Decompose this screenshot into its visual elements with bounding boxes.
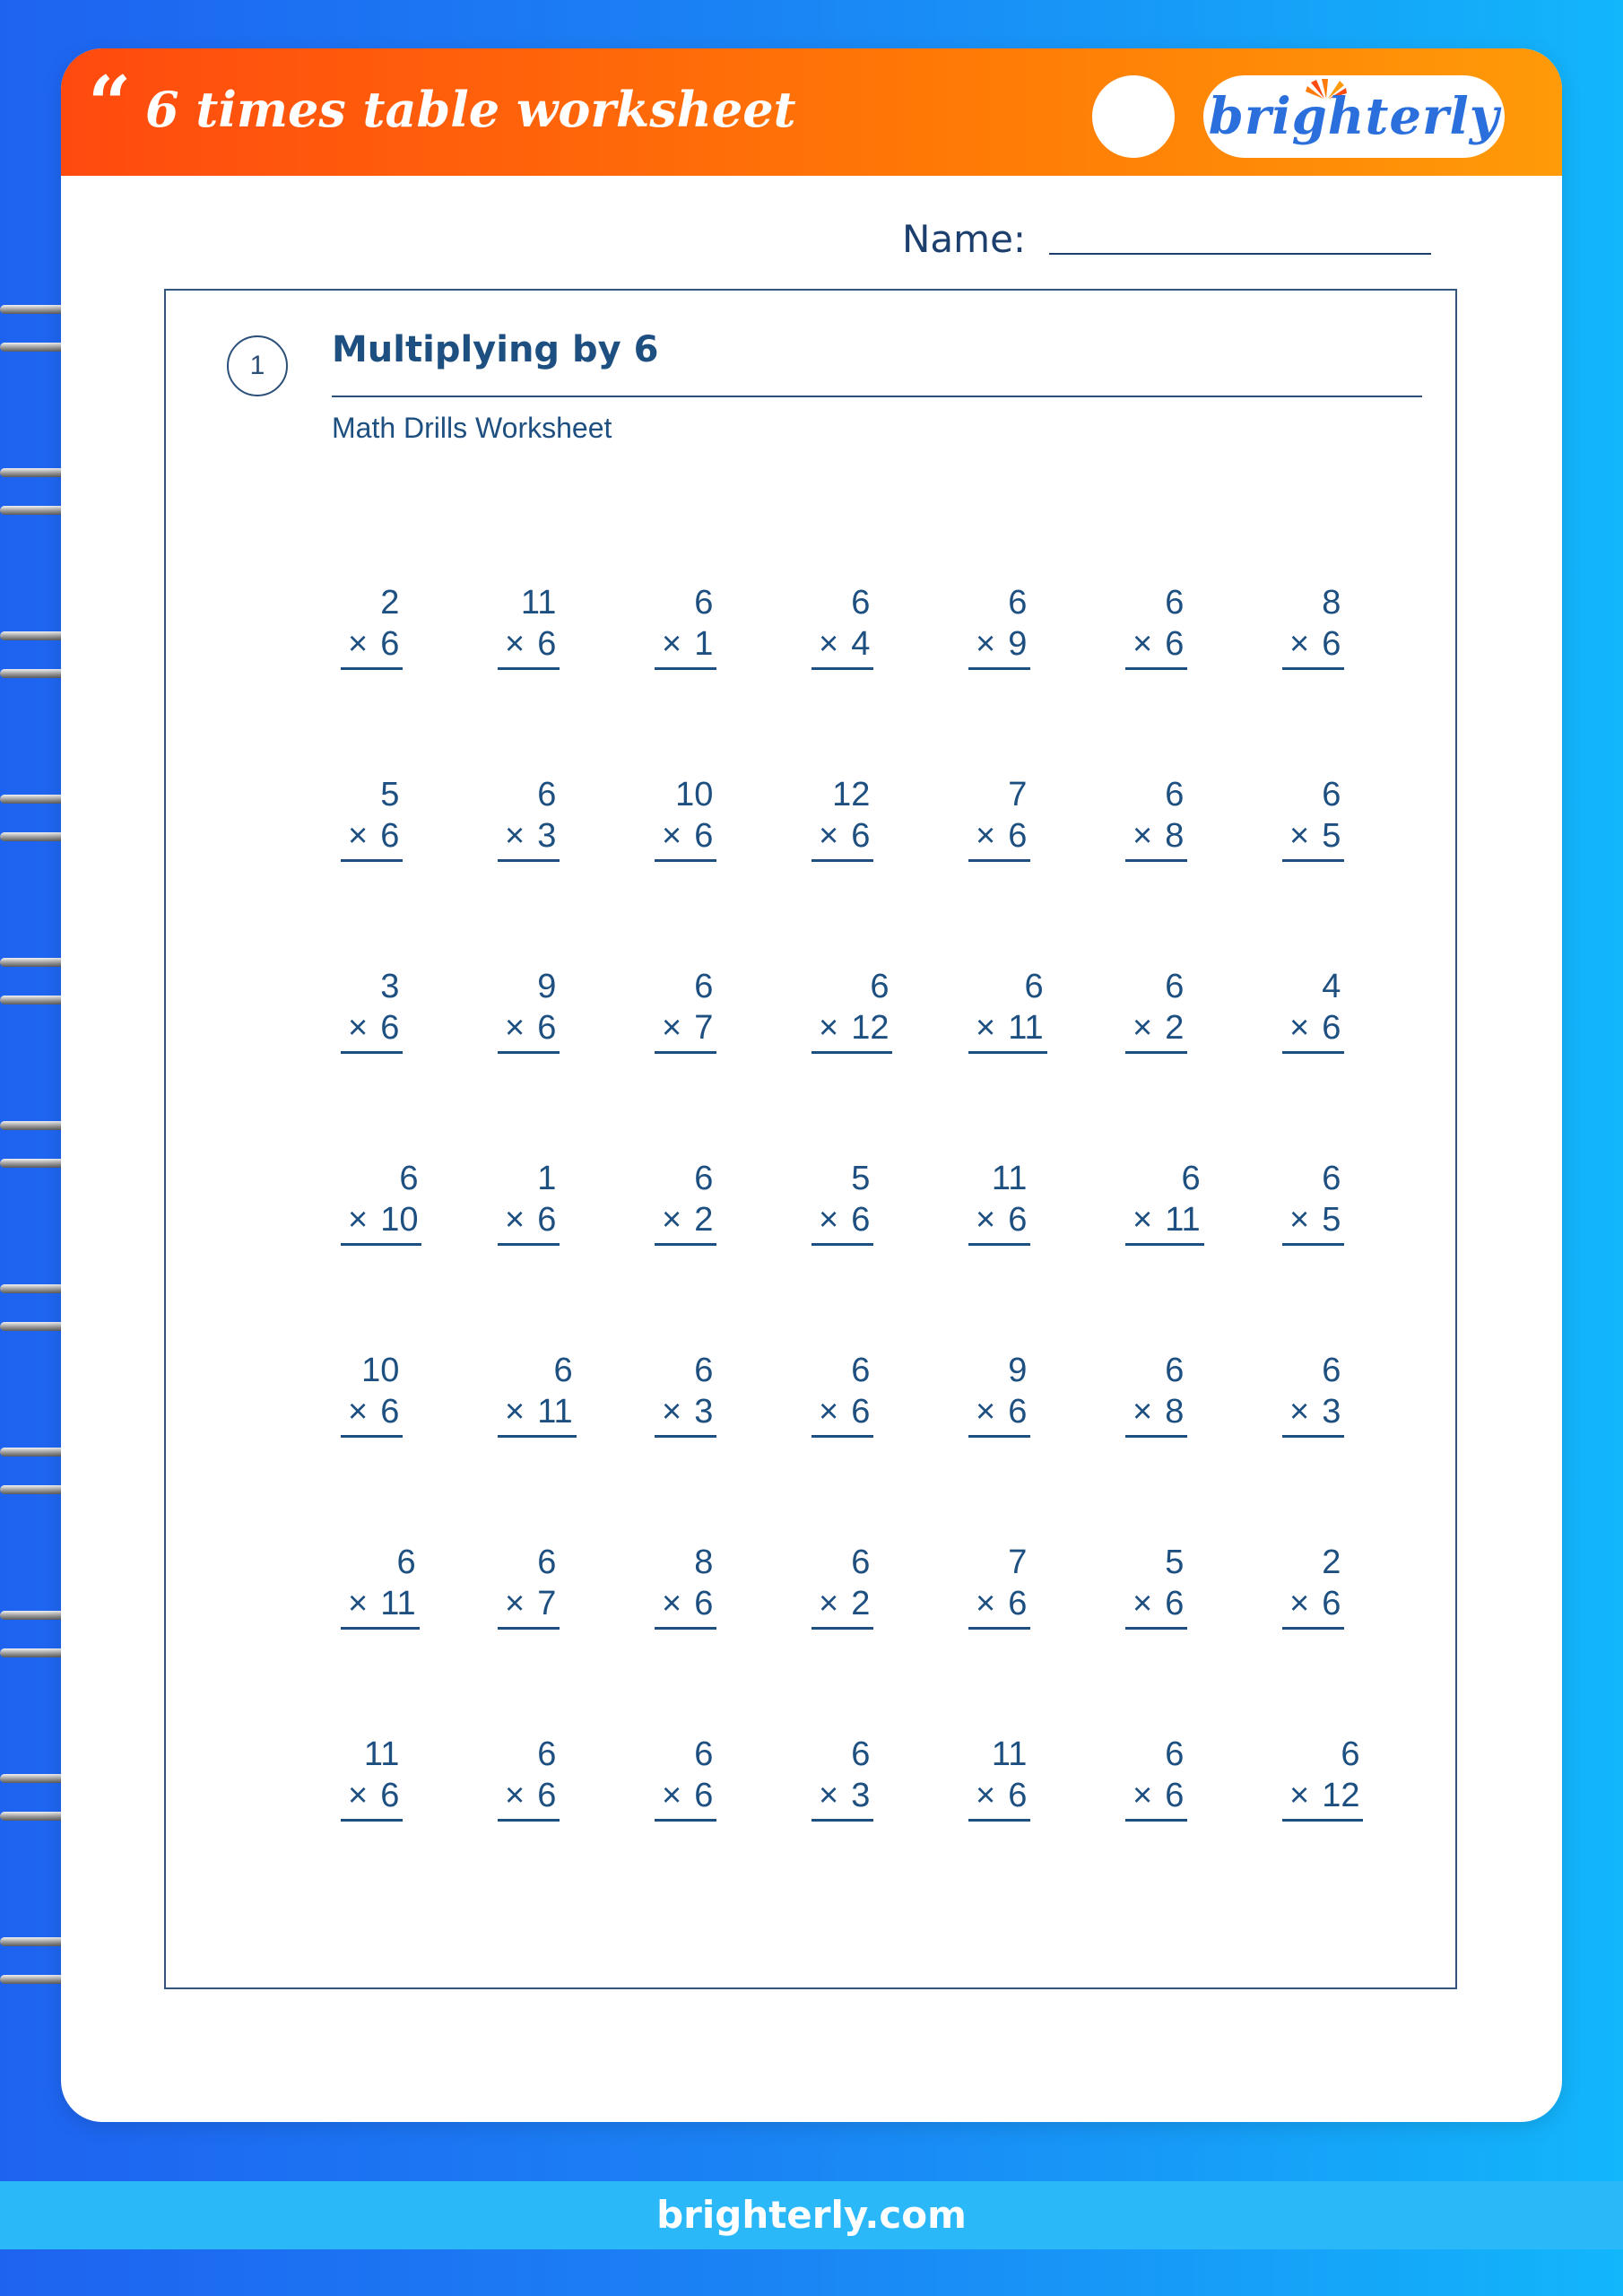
- problem-multiplier: 6: [1008, 1201, 1028, 1239]
- multiplication-problem: [655, 1158, 716, 1246]
- times-sign: ×: [505, 1009, 525, 1047]
- brighterly-logo: [1203, 75, 1505, 158]
- problem-multiplicand: 6: [870, 968, 890, 1005]
- problem-multiplier-row: [341, 1199, 421, 1246]
- problem-multiplier-row: [498, 1391, 577, 1438]
- times-sign: ×: [976, 1393, 996, 1431]
- times-sign: ×: [662, 625, 682, 663]
- times-sign: ×: [819, 1585, 839, 1622]
- problem-multiplier-row: [655, 1775, 716, 1822]
- problem-multiplicand: 6: [537, 1735, 557, 1773]
- multiplication-problem: [1125, 774, 1187, 862]
- problem-multiplier: 6: [1165, 1585, 1185, 1622]
- multiplication-problem: [655, 774, 716, 862]
- multiplication-problem: [968, 1542, 1030, 1630]
- problem-multiplier-row: [1282, 623, 1344, 670]
- multiplication-problem: [1125, 1734, 1187, 1822]
- multiplication-problem: [655, 966, 716, 1054]
- times-sign: ×: [348, 1009, 369, 1047]
- times-sign: ×: [976, 1777, 996, 1814]
- quote-mark-icon: “: [88, 59, 132, 148]
- multiplication-problem: [1125, 582, 1187, 670]
- problem-multiplier-row: [655, 623, 716, 670]
- problem-multiplier-row: [1282, 1775, 1363, 1822]
- problem-multiplicand: 6: [851, 1544, 871, 1581]
- times-sign: ×: [505, 1201, 525, 1239]
- times-sign: ×: [1133, 1009, 1153, 1047]
- problem-multiplier-row: [1125, 815, 1187, 862]
- times-sign: ×: [505, 625, 525, 663]
- problem-multiplier-row: [1125, 1199, 1204, 1246]
- problem-multiplier-row: [498, 1199, 560, 1246]
- problem-multiplicand: 4: [1322, 968, 1341, 1005]
- multiplication-problem: [812, 1350, 873, 1438]
- problem-multiplier-row: [498, 815, 560, 862]
- problem-multiplier-row: [1125, 623, 1187, 670]
- times-sign: ×: [1289, 1393, 1310, 1431]
- multiplication-problem: [812, 1542, 873, 1630]
- problem-multiplier: 6: [1322, 1585, 1341, 1622]
- problem-multiplicand: 6: [851, 1352, 871, 1389]
- problem-multiplier: 6: [1165, 1777, 1185, 1814]
- problem-multiplier-row: [341, 1007, 403, 1054]
- section-title: Multiplying by 6: [332, 329, 659, 370]
- times-sign: ×: [662, 1777, 682, 1814]
- problem-multiplier: 6: [694, 1777, 714, 1814]
- problem-multiplier: 6: [1008, 817, 1028, 855]
- problem-multiplicand: 6: [1341, 1735, 1360, 1773]
- problem-multiplicand: 6: [851, 1735, 871, 1773]
- problem-multiplicand: 6: [694, 1352, 714, 1389]
- problem-multiplier-row: [968, 623, 1030, 670]
- problem-multiplier-row: [341, 1391, 403, 1438]
- problem-multiplier-row: [968, 1007, 1047, 1054]
- problem-multiplicand: 6: [537, 1544, 557, 1581]
- problem-multiplier: 7: [537, 1585, 557, 1622]
- problem-multiplier: 11: [1165, 1201, 1201, 1239]
- multiplication-problem: [498, 1734, 560, 1822]
- problem-multiplicand: 6: [537, 776, 557, 813]
- multiplication-problem: [1282, 1542, 1344, 1630]
- name-input-line[interactable]: [1049, 253, 1431, 255]
- problem-multiplier: 6: [537, 1201, 557, 1239]
- times-sign: ×: [505, 1585, 525, 1622]
- multiplication-problem: [341, 966, 403, 1054]
- problem-multiplier-row: [341, 815, 403, 862]
- multiplication-problem: [655, 582, 716, 670]
- problem-multiplier-row: [812, 1583, 873, 1630]
- section-number: 1: [227, 335, 288, 396]
- problem-multiplier-row: [1125, 1775, 1187, 1822]
- times-sign: ×: [976, 625, 996, 663]
- times-sign: ×: [1289, 1201, 1310, 1239]
- multiplication-problem: [341, 774, 403, 862]
- problem-multiplier: 7: [694, 1009, 714, 1047]
- problem-multiplier: 12: [1322, 1777, 1360, 1814]
- times-sign: ×: [1289, 625, 1310, 663]
- problem-multiplier: 6: [694, 1585, 714, 1622]
- problem-multiplicand: 7: [1008, 776, 1028, 813]
- problem-multiplier: 6: [537, 625, 557, 663]
- problem-multiplicand: 11: [520, 584, 557, 622]
- multiplication-problem: [498, 966, 560, 1054]
- multiplication-problem: [1125, 1542, 1187, 1630]
- problem-multiplicand: 2: [380, 584, 400, 622]
- multiplication-problem: [341, 1542, 420, 1630]
- multiplication-problem: [968, 966, 1047, 1054]
- problem-multiplicand: 6: [851, 584, 871, 622]
- problem-multiplier-row: [341, 623, 403, 670]
- header-circle-decoration: [1092, 75, 1175, 158]
- problem-multiplier: 2: [694, 1201, 714, 1239]
- problem-multiplier: 6: [380, 1393, 400, 1431]
- problem-multiplicand: 6: [1024, 968, 1044, 1005]
- header-banner: [61, 48, 1562, 176]
- times-sign: ×: [1133, 1585, 1153, 1622]
- logo-wordmark: brighterly: [1208, 87, 1500, 146]
- section-divider: [332, 396, 1422, 397]
- problem-multiplier-row: [655, 1391, 716, 1438]
- times-sign: ×: [662, 1393, 682, 1431]
- multiplication-problem: [1282, 966, 1344, 1054]
- times-sign: ×: [819, 1393, 839, 1431]
- problem-multiplier: 6: [380, 1009, 400, 1047]
- problem-multiplicand: 6: [1165, 1352, 1185, 1389]
- multiplication-problem: [812, 1158, 873, 1246]
- problem-multiplier: 6: [1322, 625, 1341, 663]
- times-sign: ×: [1289, 1777, 1310, 1814]
- problem-multiplicand: 6: [694, 584, 714, 622]
- problem-multiplier-row: [498, 1007, 560, 1054]
- multiplication-problem: [812, 774, 873, 862]
- times-sign: ×: [1289, 817, 1310, 855]
- problem-multiplicand: 6: [399, 1160, 419, 1197]
- times-sign: ×: [662, 1201, 682, 1239]
- times-sign: ×: [348, 1393, 369, 1431]
- problem-multiplicand: 6: [1165, 584, 1185, 622]
- problem-multiplier-row: [968, 1583, 1030, 1630]
- times-sign: ×: [348, 1777, 369, 1814]
- problem-multiplier: 5: [1322, 1201, 1341, 1239]
- problem-multiplier-row: [968, 1391, 1030, 1438]
- problem-grid: [341, 582, 1435, 1927]
- problem-multiplicand: 6: [1165, 776, 1185, 813]
- multiplication-problem: [341, 1350, 403, 1438]
- times-sign: ×: [819, 1009, 839, 1047]
- times-sign: ×: [348, 817, 369, 855]
- problem-multiplicand: 5: [851, 1160, 871, 1197]
- problem-multiplier: 6: [1008, 1393, 1028, 1431]
- problem-multiplier: 8: [1165, 817, 1185, 855]
- problem-multiplier: 6: [537, 1009, 557, 1047]
- times-sign: ×: [1133, 625, 1153, 663]
- times-sign: ×: [1133, 1201, 1153, 1239]
- worksheet-page: [61, 48, 1562, 2122]
- times-sign: ×: [1289, 1009, 1310, 1047]
- problem-multiplier-row: [1125, 1583, 1187, 1630]
- problem-multiplier: 6: [1008, 1585, 1028, 1622]
- times-sign: ×: [505, 817, 525, 855]
- times-sign: ×: [662, 1585, 682, 1622]
- problem-multiplicand: 6: [1165, 968, 1185, 1005]
- problem-multiplier-row: [1125, 1391, 1187, 1438]
- times-sign: ×: [662, 817, 682, 855]
- multiplication-problem: [968, 1350, 1030, 1438]
- times-sign: ×: [1133, 1393, 1153, 1431]
- problem-multiplier: 9: [1008, 625, 1028, 663]
- problem-multiplicand: 6: [1322, 776, 1341, 813]
- problem-multiplier-row: [1282, 1391, 1344, 1438]
- problem-multiplicand: 5: [380, 776, 400, 813]
- problem-multiplicand: 6: [694, 1735, 714, 1773]
- times-sign: ×: [819, 817, 839, 855]
- problem-multiplicand: 5: [1165, 1544, 1185, 1581]
- multiplication-problem: [498, 774, 560, 862]
- multiplication-problem: [1125, 966, 1187, 1054]
- problem-multiplier-row: [812, 1199, 873, 1246]
- problem-multiplier-row: [812, 623, 873, 670]
- times-sign: ×: [348, 625, 369, 663]
- problem-multiplier: 10: [380, 1201, 419, 1239]
- multiplication-problem: [498, 1158, 560, 1246]
- multiplication-problem: [968, 582, 1030, 670]
- problem-multiplicand: 11: [363, 1735, 400, 1773]
- problem-multiplicand: 1: [537, 1160, 557, 1197]
- times-sign: ×: [1133, 817, 1153, 855]
- problem-multiplicand: 10: [361, 1352, 400, 1389]
- problem-multiplicand: 6: [694, 968, 714, 1005]
- problem-multiplicand: 6: [1322, 1352, 1341, 1389]
- problem-multiplicand: 11: [991, 1160, 1028, 1197]
- multiplication-problem: [655, 1350, 716, 1438]
- problem-multiplier-row: [968, 1199, 1030, 1246]
- problem-multiplier-row: [655, 815, 716, 862]
- worksheet-title: 6 times table worksheet: [145, 81, 796, 138]
- multiplication-problem: [341, 1734, 403, 1822]
- times-sign: ×: [819, 1201, 839, 1239]
- problem-multiplier: 6: [380, 817, 400, 855]
- problem-multiplier-row: [812, 1391, 873, 1438]
- problem-multiplicand: 9: [537, 968, 557, 1005]
- problem-multiplier-row: [1125, 1007, 1187, 1054]
- problem-multiplicand: 6: [1165, 1735, 1185, 1773]
- multiplication-problem: [968, 1158, 1030, 1246]
- problem-multiplier: 4: [851, 625, 871, 663]
- problem-multiplier: 5: [1322, 817, 1341, 855]
- problem-multiplier-row: [498, 1583, 560, 1630]
- times-sign: ×: [505, 1777, 525, 1814]
- problem-multiplier: 6: [1165, 625, 1185, 663]
- problem-multiplier: 6: [380, 625, 400, 663]
- problem-multiplier-row: [498, 1775, 560, 1822]
- problem-multiplier: 6: [380, 1777, 400, 1814]
- footer-url: brighterly.com: [656, 2193, 967, 2237]
- multiplication-problem: [1282, 774, 1344, 862]
- multiplication-problem: [498, 582, 560, 670]
- problem-multiplier: 2: [1165, 1009, 1185, 1047]
- problem-multiplier-row: [1282, 1583, 1344, 1630]
- problem-multiplier: 6: [694, 817, 714, 855]
- multiplication-problem: [341, 582, 403, 670]
- problem-multiplier: 6: [1008, 1777, 1028, 1814]
- problem-multiplier: 11: [1008, 1009, 1044, 1047]
- problem-multiplier: 6: [537, 1777, 557, 1814]
- problem-multiplier: 6: [851, 1201, 871, 1239]
- multiplication-problem: [812, 966, 892, 1054]
- problem-multiplier: 3: [851, 1777, 871, 1814]
- multiplication-problem: [1125, 1350, 1187, 1438]
- problem-multiplier-row: [1282, 1007, 1344, 1054]
- problem-multiplicand: 6: [1008, 584, 1028, 622]
- problem-multiplier-row: [498, 623, 560, 670]
- problem-multiplier-row: [655, 1583, 716, 1630]
- problem-multiplicand: 6: [1181, 1160, 1201, 1197]
- section-subtitle: Math Drills Worksheet: [332, 412, 612, 444]
- problem-multiplicand: 6: [1322, 1160, 1341, 1197]
- problem-multiplier-row: [341, 1583, 420, 1630]
- times-sign: ×: [819, 625, 839, 663]
- problem-multiplicand: 8: [694, 1544, 714, 1581]
- problem-multiplicand: 7: [1008, 1544, 1028, 1581]
- footer-bar: [0, 2181, 1623, 2249]
- times-sign: ×: [976, 1009, 996, 1047]
- multiplication-problem: [1282, 1734, 1363, 1822]
- problem-multiplicand: 3: [380, 968, 400, 1005]
- multiplication-problem: [1125, 1158, 1204, 1246]
- problem-multiplicand: 10: [675, 776, 714, 813]
- problem-multiplier-row: [655, 1007, 716, 1054]
- multiplication-problem: [655, 1542, 716, 1630]
- multiplication-problem: [1282, 582, 1344, 670]
- times-sign: ×: [505, 1393, 525, 1431]
- problem-multiplier-row: [1282, 815, 1344, 862]
- name-label: Name:: [902, 217, 1027, 261]
- times-sign: ×: [348, 1201, 369, 1239]
- problem-multiplicand: 9: [1008, 1352, 1028, 1389]
- multiplication-problem: [812, 582, 873, 670]
- times-sign: ×: [976, 1201, 996, 1239]
- multiplication-problem: [968, 1734, 1030, 1822]
- times-sign: ×: [819, 1777, 839, 1814]
- problem-multiplier-row: [1282, 1199, 1344, 1246]
- multiplication-problem: [655, 1734, 716, 1822]
- problem-multiplier: 12: [851, 1009, 890, 1047]
- multiplication-problem: [498, 1542, 560, 1630]
- problem-multiplier-row: [968, 815, 1030, 862]
- multiplication-problem: [341, 1158, 421, 1246]
- problem-multiplier: 6: [1322, 1009, 1341, 1047]
- problem-multiplier: 11: [537, 1393, 573, 1431]
- multiplication-problem: [1282, 1158, 1344, 1246]
- problem-multiplicand: 2: [1322, 1544, 1341, 1581]
- problem-multiplier-row: [655, 1199, 716, 1246]
- problem-multiplicand: 8: [1322, 584, 1341, 622]
- times-sign: ×: [662, 1009, 682, 1047]
- multiplication-problem: [812, 1734, 873, 1822]
- problem-multiplier: 2: [851, 1585, 871, 1622]
- problem-multiplier: 11: [380, 1585, 416, 1622]
- problem-multiplier: 8: [1165, 1393, 1185, 1431]
- times-sign: ×: [348, 1585, 369, 1622]
- problem-multiplier: 3: [694, 1393, 714, 1431]
- problem-multiplicand: 12: [832, 776, 871, 813]
- problem-multiplicand: 6: [694, 1160, 714, 1197]
- problem-multiplier: 3: [1322, 1393, 1341, 1431]
- problem-multiplier-row: [812, 1007, 892, 1054]
- exercise-box: [164, 289, 1457, 1989]
- problem-multiplier: 1: [694, 625, 714, 663]
- problem-multiplier-row: [812, 815, 873, 862]
- problem-multiplier-row: [968, 1775, 1030, 1822]
- multiplication-problem: [968, 774, 1030, 862]
- multiplication-problem: [498, 1350, 577, 1438]
- problem-multiplier-row: [341, 1775, 403, 1822]
- problem-multiplier-row: [812, 1775, 873, 1822]
- problem-multiplicand: 11: [991, 1735, 1028, 1773]
- times-sign: ×: [1133, 1777, 1153, 1814]
- times-sign: ×: [976, 1585, 996, 1622]
- problem-multiplicand: 6: [396, 1544, 416, 1581]
- problem-multiplicand: 6: [553, 1352, 573, 1389]
- problem-multiplier: 6: [851, 1393, 871, 1431]
- times-sign: ×: [976, 817, 996, 855]
- problem-multiplier: 6: [851, 817, 871, 855]
- times-sign: ×: [1289, 1585, 1310, 1622]
- multiplication-problem: [1282, 1350, 1344, 1438]
- problem-multiplier: 3: [537, 817, 557, 855]
